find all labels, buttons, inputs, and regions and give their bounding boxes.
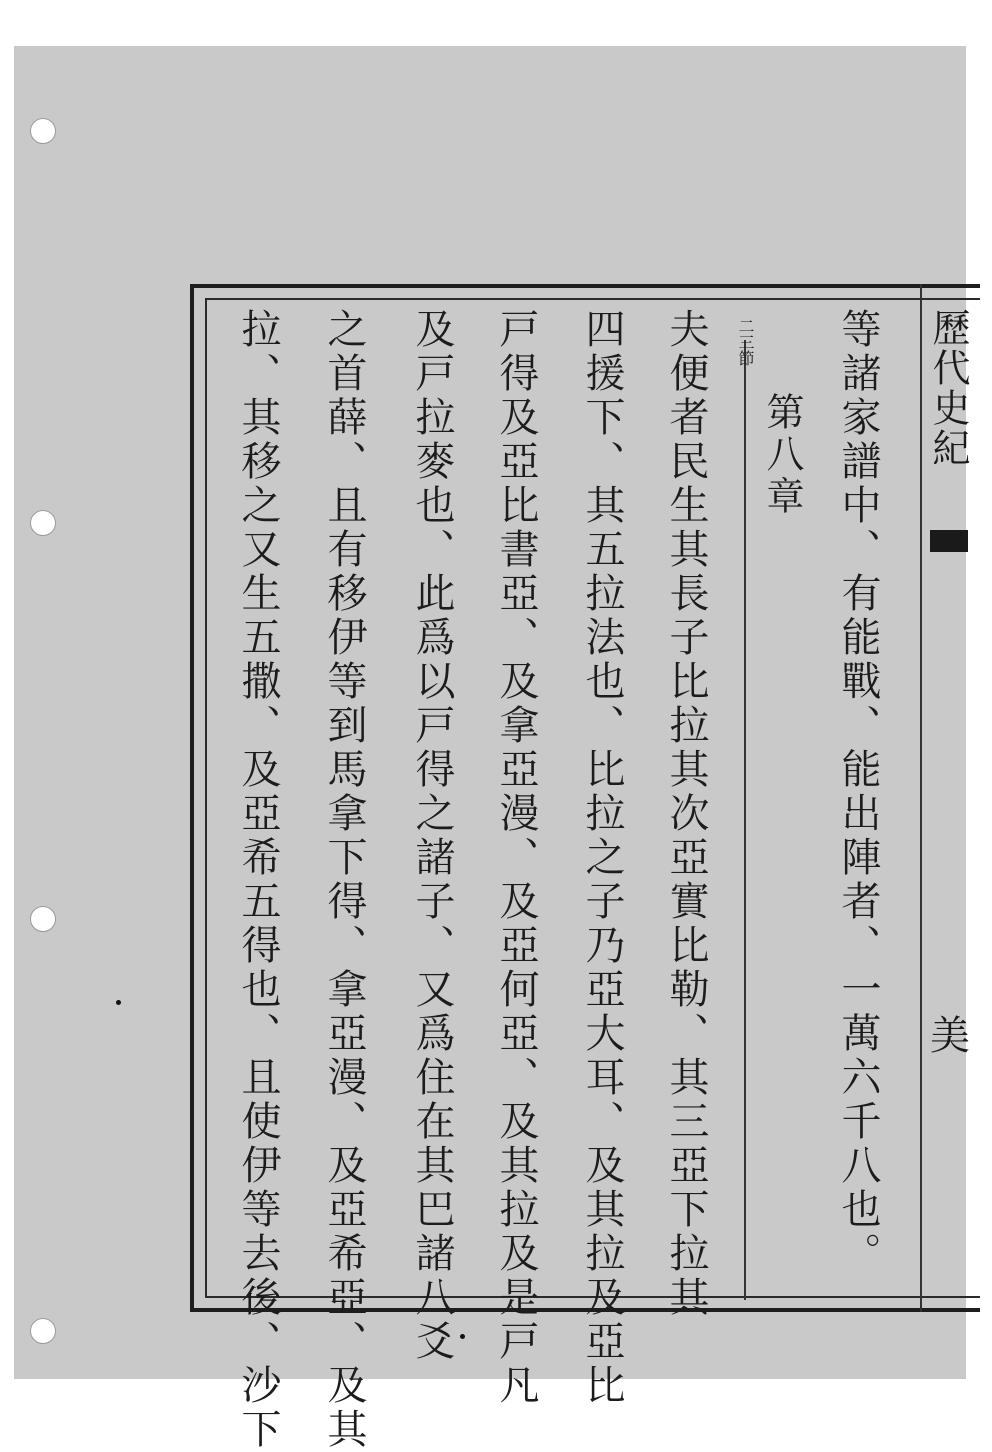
page-mark: 美 [930,1013,970,1059]
text-column-3: 夫便者民生其長子比拉其次亞實比勒、其三亞下拉其 [663,308,709,1320]
text-column-4: 四援下、其五拉法也、比拉之子乃亞大耳、及其拉及亞比 [579,308,625,1408]
header-block [930,530,968,552]
text-column-7: 之首薛、且有移伊等到馬拿下得、拿亞漫、及亞希亞、及其 [321,308,367,1452]
chapter-heading: 第八章 [760,392,804,518]
text-column-6: 及戸拉麥也、此爲以戸得之諸子、又爲住在其巴諸八爻 [409,308,455,1364]
speck [116,1000,121,1005]
punch-hole-2 [30,510,56,536]
speck [460,1334,465,1339]
punch-hole-1 [30,118,56,144]
section-mark: 二三節 [736,318,755,366]
text-column-8: 拉、其移之又生五撒、及亞希五得也、且使伊等去後、沙下 [235,308,281,1452]
column-rule [744,340,746,1300]
punch-hole-4 [30,1318,56,1344]
running-title: 歷代史紀 [926,308,970,468]
text-column-5: 戸得及亞比書亞、及拿亞漫、及亞何亞、及其拉及是戸凡 [493,308,539,1408]
column-rule [920,284,922,1312]
text-column-1: 等諸家譜中、有能戰、能出陣者、一萬六千八也。 [835,308,881,1276]
punch-hole-3 [30,906,56,932]
